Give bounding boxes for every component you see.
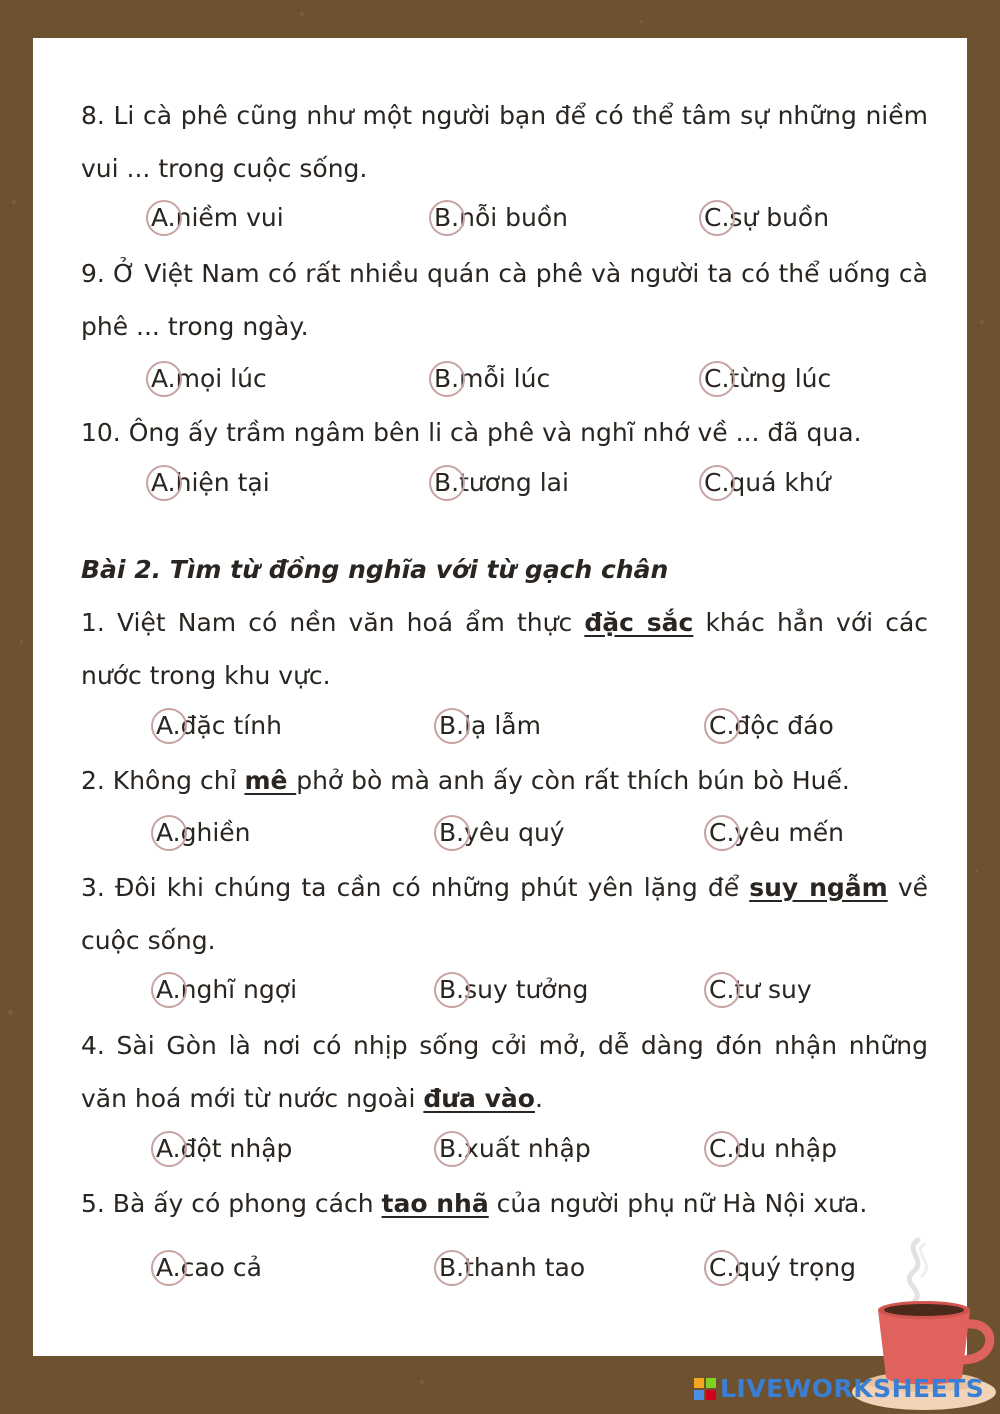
option-2-3c[interactable]: C.tư suy xyxy=(706,973,812,1007)
option-2-1a[interactable]: A.đặc tính xyxy=(153,709,282,743)
question-2-1: 1. Việt Nam có nền văn hoá ẩm thực đặc sắc khác hẳn với các nước trong khu vực. xyxy=(81,608,929,690)
question-2-5: 5. Bà ấy có phong cách tao nhã của người phụ nữ Hà Nội xưa. xyxy=(81,1189,868,1218)
option-9b[interactable]: B.mỗi lúc xyxy=(431,362,550,396)
option-8a[interactable]: A.niềm vui xyxy=(148,201,284,235)
option-8b[interactable]: B.nỗi buồn xyxy=(431,201,568,235)
option-2-4c[interactable]: C.du nhập xyxy=(706,1132,837,1166)
option-2-3b[interactable]: B.suy tưởng xyxy=(436,973,588,1007)
option-2-1c[interactable]: C.độc đáo xyxy=(706,709,834,743)
question-2-3: 3. Đôi khi chúng ta cần có những phút yên lặng để suy ngẫm về cuộc sống. xyxy=(81,873,928,955)
option-2-5b[interactable]: B.thanh tao xyxy=(436,1251,585,1285)
question-10: 10. Ông ấy trầm ngâm bên li cà phê và nghĩ nhớ về ... đã qua. xyxy=(81,418,862,447)
exercise-heading: Bài 2. Tìm từ đồng nghĩa với từ gạch chân xyxy=(81,555,669,584)
question-8: 8. Li cà phê cũng như một người bạn để có thể tâm sự những niềm vui ... trong cuộc sống. xyxy=(81,101,928,183)
option-8c[interactable]: C.sự buồn xyxy=(701,201,829,235)
option-2-2a[interactable]: A.ghiền xyxy=(153,816,251,850)
option-2-4a[interactable]: A.đột nhập xyxy=(153,1132,292,1166)
question-2-2: 2. Không chỉ mê phở bò mà anh ấy còn rất thích bún bò Huế. xyxy=(81,766,850,795)
underlined-word: tao nhã xyxy=(381,1189,489,1218)
option-2-4b[interactable]: B.xuất nhập xyxy=(436,1132,591,1166)
option-10a[interactable]: A.hiện tại xyxy=(148,466,270,500)
underlined-word: đặc sắc xyxy=(584,608,694,637)
option-2-2c[interactable]: C.yêu mến xyxy=(706,816,844,850)
question-9: 9. Ở Việt Nam có rất nhiều quán cà phê và người ta có thể uống cà phê ... trong ngày. xyxy=(81,259,928,341)
underlined-word: suy ngẫm xyxy=(749,873,888,902)
option-9c[interactable]: C.từng lúc xyxy=(701,362,831,396)
option-2-2b[interactable]: B.yêu quý xyxy=(436,816,565,850)
option-2-1b[interactable]: B.lạ lẫm xyxy=(436,709,541,743)
option-2-5a[interactable]: A.cao cả xyxy=(153,1251,262,1285)
option-10b[interactable]: B.tương lai xyxy=(431,466,569,500)
liveworksheets-logo-icon xyxy=(694,1378,716,1400)
option-9a[interactable]: A.mọi lúc xyxy=(148,362,267,396)
underlined-word: đưa vào xyxy=(423,1084,535,1113)
option-10c[interactable]: C.quá khứ xyxy=(701,466,831,500)
option-2-5c[interactable]: C.quý trọng xyxy=(706,1251,856,1285)
question-2-4: 4. Sài Gòn là nơi có nhịp sống cởi mở, dễ dàng đón nhận những văn hoá mới từ nước ngoài đưa vào. xyxy=(81,1031,928,1113)
underlined-word: mê xyxy=(244,766,297,795)
option-2-3a[interactable]: A.nghĩ ngợi xyxy=(153,973,297,1007)
brand-watermark: LIVEWORKSHEETS xyxy=(720,1374,985,1403)
